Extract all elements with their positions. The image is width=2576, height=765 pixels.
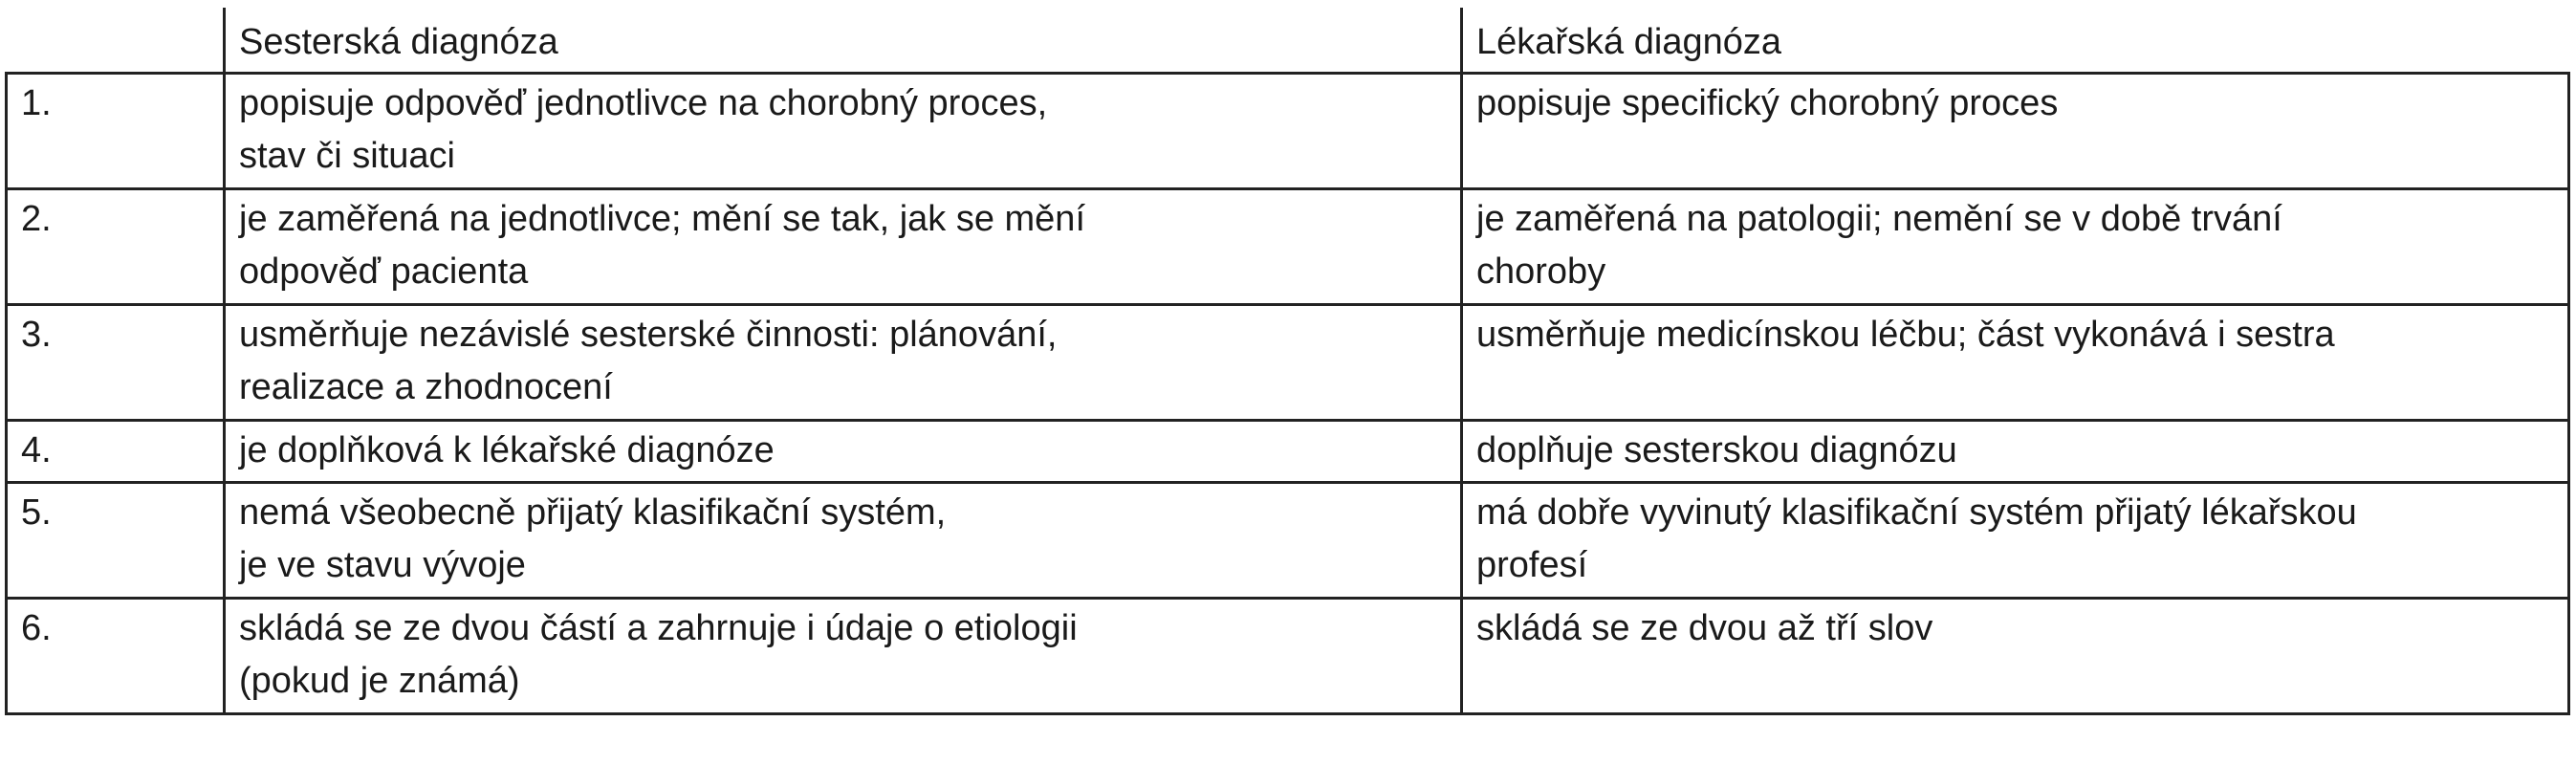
table-row [7, 599, 2569, 714]
medical-cell [1462, 305, 2569, 421]
header-number-cell [7, 10, 225, 74]
nursing-cell [225, 189, 1462, 305]
table-row [7, 483, 2569, 599]
nursing-text: popisuje odpověď jednotlivce na chorobný proces, [239, 83, 1048, 123]
row-number: 4. [7, 421, 225, 483]
medical-text: doplňuje sesterskou diagnózu [1476, 430, 1957, 470]
medical-text: má dobře vyvinutý klasifikační systém přijatý lékařskou [1476, 492, 2357, 533]
nursing-text: (pokud je známá) [239, 661, 520, 701]
medical-text: popisuje specifický chorobný proces [1476, 83, 2059, 123]
row-number: 1. [7, 74, 225, 189]
medical-text: je zaměřená na patologii; nemění se v době trvání [1476, 199, 2282, 239]
table-header-row [7, 10, 2569, 74]
table-row [7, 74, 2569, 189]
nursing-text: nemá všeobecně přijatý klasifikační systém, [239, 492, 947, 533]
nursing-cell [225, 599, 1462, 714]
medical-text: skládá se ze dvou až tří slov [1476, 608, 1933, 648]
medical-cell [1462, 599, 2569, 714]
medical-cell [1462, 421, 2569, 483]
nursing-text: stav či situaci [239, 136, 455, 176]
medical-cell [1462, 189, 2569, 305]
header-medical-diagnosis: Lékařská diagnóza [1462, 10, 2569, 74]
nursing-text: je zaměřená na jednotlivce; mění se tak, jak se mění [239, 199, 1086, 239]
nursing-text: je doplňková k lékařské diagnóze [239, 430, 775, 470]
medical-cell [1462, 74, 2569, 189]
nursing-text: je ve stavu vývoje [239, 545, 526, 585]
medical-text: profesí [1476, 545, 1588, 585]
nursing-text: odpověď pacienta [239, 251, 529, 292]
medical-text: choroby [1476, 251, 1606, 292]
nursing-text: skládá se ze dvou částí a zahrnuje i údaje o etiologii [239, 608, 1078, 648]
nursing-cell [225, 74, 1462, 189]
row-number: 3. [7, 305, 225, 421]
nursing-cell [225, 305, 1462, 421]
medical-cell [1462, 483, 2569, 599]
nursing-text: usměrňuje nezávislé sesterské činnosti: plánování, [239, 315, 1058, 355]
nursing-text: realizace a zhodnocení [239, 367, 613, 407]
medical-text: usměrňuje medicínskou léčbu; část vykonává i sestra [1476, 315, 2335, 355]
header-nursing-diagnosis: Sesterská diagnóza [225, 10, 1462, 74]
diagnosis-comparison-table [5, 8, 2570, 715]
table-row [7, 189, 2569, 305]
row-number: 6. [7, 599, 225, 714]
row-number: 5. [7, 483, 225, 599]
nursing-cell [225, 421, 1462, 483]
row-number: 2. [7, 189, 225, 305]
nursing-cell [225, 483, 1462, 599]
table-row [7, 305, 2569, 421]
table-row [7, 421, 2569, 483]
